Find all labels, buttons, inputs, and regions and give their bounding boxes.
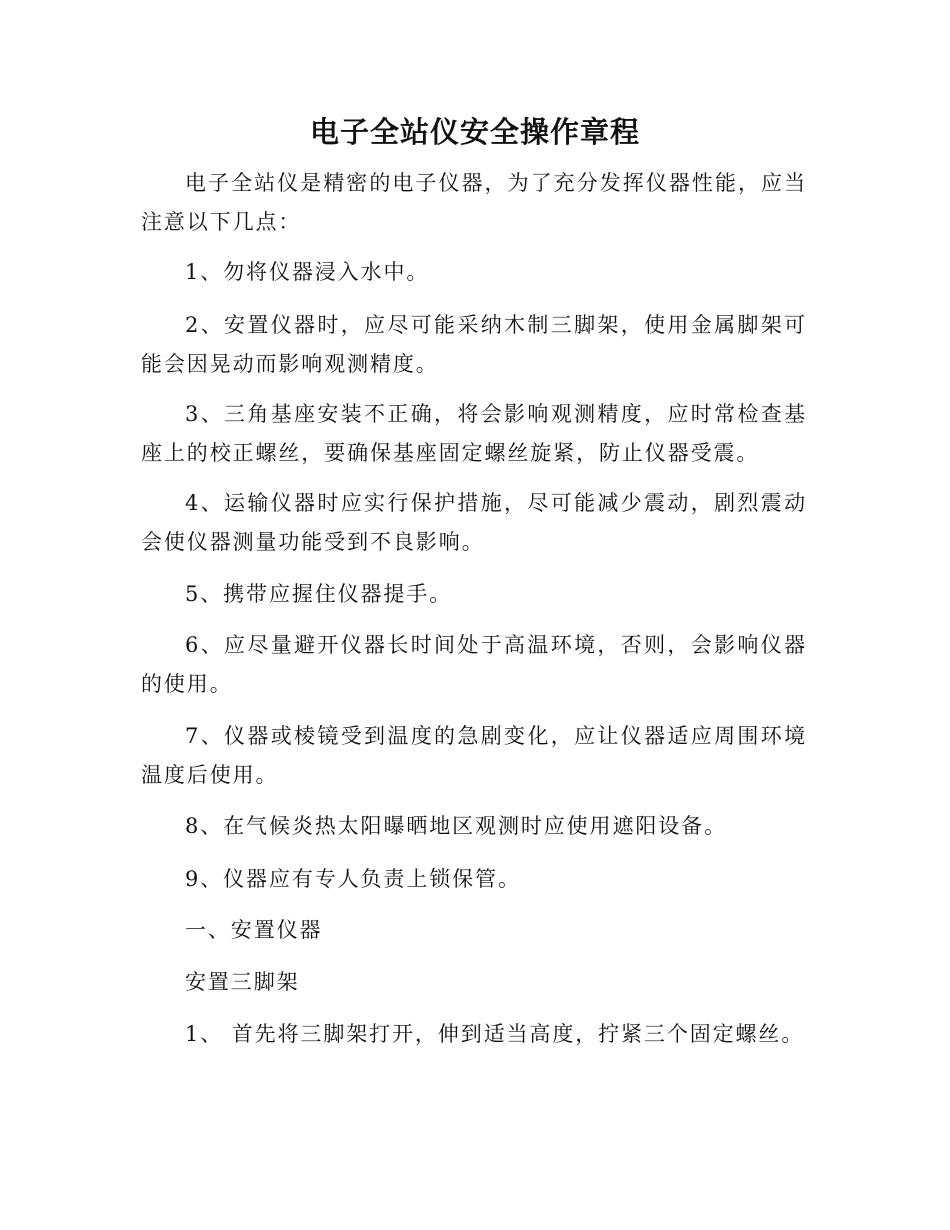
point-2: 2、安置仪器时，应尽可能采纳木制三脚架，使用金属脚架可能会因晃动而影响观测精度。 [141,313,807,376]
point-4: 4、运输仪器时应实行保护措施，尽可能减少震动，剧烈震动会使仪器测量功能受到不良影响。 [141,491,807,554]
point-1: 1、勿将仪器浸入水中。 [185,260,430,284]
subsection-heading: 安置三脚架 [185,970,300,994]
point-8: 8、在气候炎热太阳曝晒地区观测时应使用遮阳设备。 [185,814,727,838]
intro-paragraph: 电子全站仪是精密的电子仪器，为了充分发挥仪器性能，应当注意以下几点： [141,171,807,234]
point-5: 5、携带应握住仪器提手。 [185,582,453,606]
document-title: 电子全站仪安全操作章程 [309,115,640,149]
point-3: 3、三角基座安装不正确，将会影响观测精度，应时常检查基座上的校正螺丝，要确保基座固定螺丝旋紧，防止仪器受震。 [141,402,807,465]
point-6: 6、应尽量避开仪器长时间处于高温环境，否则，会影响仪器的使用。 [141,633,807,696]
section-heading: 一、安置仪器 [185,918,323,942]
point-7: 7、仪器或棱镜受到温度的急剧变化，应让仪器适应周围环境温度后使用。 [141,724,807,787]
step-1: 1、 首先将三脚架打开，伸到适当高度，拧紧三个固定螺丝。 [185,1022,805,1046]
point-9: 9、仪器应有专人负责上锁保管。 [185,867,521,891]
